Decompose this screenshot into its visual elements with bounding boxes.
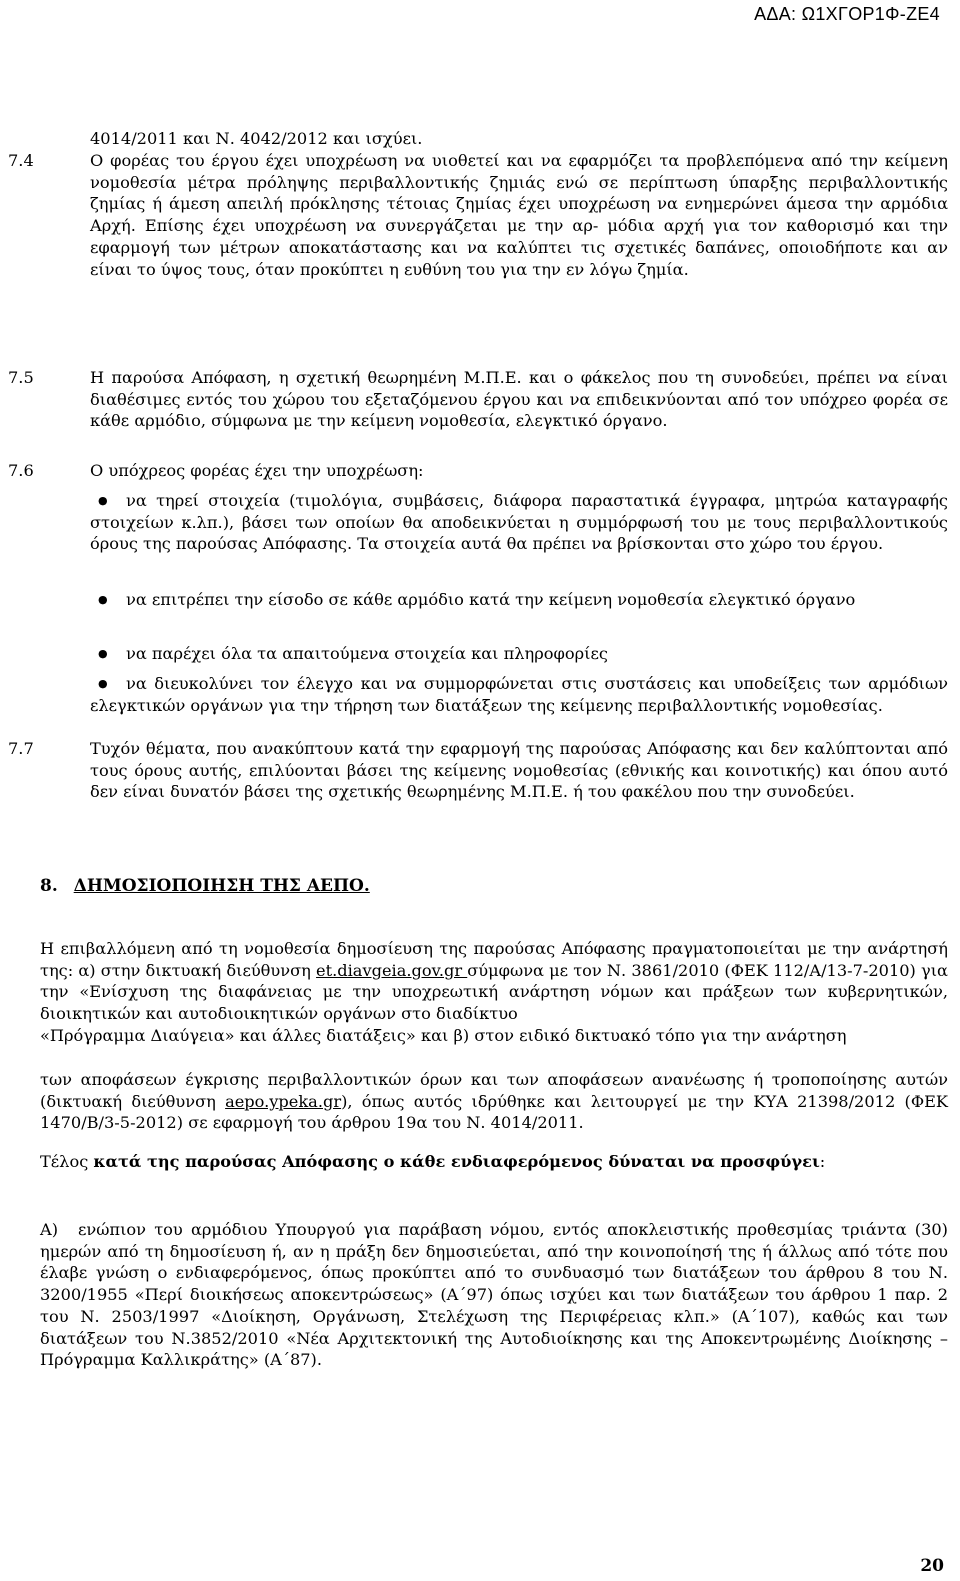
appeal-intro: [40, 1151, 948, 1173]
diavgeia-link[interactable]: et.diavgeia.gov.gr: [316, 960, 468, 980]
page-number: 20: [920, 1556, 944, 1576]
appeal-a-text: ενώπιον του αρμόδιου Υπουργού για παράβαση νόμου, εντός αποκλειστικής προθεσμίας τριάντα (30) ημερών από τη δημοσίευση ή, αν η πράξη δεν δημοσιεύεται, από την κοινοποίησή της ή άλλως από τότε που έλαβε γνώση ο ενδιαφερόμενος, όπως προκύπτει από το συνδυασμό των διατάξεων του άρθρου 8 του Ν. 3200/1955 «Περί διοικήσεως αποκεντρώσεως» (Α΄97) όπως ισχύει και των διατάξεων του άρθρου 1 παρ. 2 του Ν. 2503/1997 «Διοίκηση, Οργάνωση, Στελέχωση της Περιφέρειας κλπ.» (Α΄107), καθώς και των διατάξεων του Ν.3852/2010 «Νέα Αρχιτεκτονική της Αυτοδιοίκησης και της Αποκεντρωμένης Διοίκησης – Πρόγραμμα Καλλικράτης» (Α΄87).: [40, 1220, 948, 1370]
appeal-intro-bold: κατά της παρούσας Απόφασης ο κάθε ενδιαφερόμενος δύναται να προσφύγει: [93, 1152, 820, 1171]
appeal-intro-text: :: [819, 1152, 826, 1171]
publication-paragraph-1: [40, 938, 948, 1025]
section-7-7-number: 7.7: [8, 739, 34, 758]
ada-code: ΑΔΑ: Ω1ΧΓΟΡ1Φ-ΖΕ4: [754, 4, 940, 24]
publication-text: Η επιβαλλόμενη από τη νομοθεσία δημοσίευση της παρούσας Απόφασης πραγματοποιείται με την ανάρτησή της: α) στην δικτυακή διεύθυνση: [40, 939, 948, 980]
publication-text: σύμφωνα με τον Ν. 3861/2010 (ΦΕΚ 112/Α/13-7-2010) για την «Ενίσχυση της διαφάνειας με την υποχρεωτική ανάρτηση νόμων και πράξεων των κυβερνητικών, διοικητικών και αυτοδιοικητικών οργάνων στο διαδίκτυο: [40, 960, 948, 1024]
section-7-3-continuation: 4014/2011 και Ν. 4042/2012 και ισχύει.: [90, 129, 423, 148]
appeal-intro-text: Τέλος: [40, 1152, 94, 1171]
section-7-5-number: 7.5: [8, 368, 34, 387]
section-8-title: ΔΗΜΟΣΙΟΠΟΙΗΣΗ ΤΗΣ ΑΕΠΟ.: [73, 876, 370, 896]
section-7-4-text: Ο φορέας του έργου έχει υποχρέωση να υιοθετεί και να εφαρμόζει τα προβλεπόμενα από την κείμενη νομοθεσία μέτρα πρόληψης περιβαλλοντικής ζημιάς ενώ σε περίπτωση ύπαρξης περιβαλλοντικής ζημίας ή άμεση απειλή πρόκλησης τέτοιας ζημίας έχει υποχρέωση να ενημερώνει άμεσα την αρμόδια Αρχή. Επίσης έχει υποχρέωση να συνεργάζεται με την αρ- μόδια αρχή για τον καθορισμό και την εφαρμογή των μέτρων αποκατάστασης και να καλύπτει τις σχετικές δαπάνες, οποιοδήποτε και αν είναι το ύψος τους, όταν προκύπτει η ευθύνη του για την εν λόγω ζημία.: [90, 151, 948, 279]
section-7-7-text: Τυχόν θέματα, που ανακύπτουν κατά την εφαρμογή της παρούσας Απόφασης και δεν καλύπτονται από τους όρους αυτής, επιλύονται βάσει της κείμενης νομοθεσίας (εθνικής και κοινοτικής) και όπου αυτό δεν είναι δυνατόν βάσει της σχετικής θεωρημένης Μ.Π.Ε. ή του φακέλου που την συνοδεύει.: [90, 739, 948, 802]
section-8-number: 8.: [40, 876, 58, 896]
bullet-icon: ●: [98, 647, 108, 660]
appeal-a-label: Α): [40, 1220, 59, 1239]
section-7-6-number: 7.6: [8, 461, 34, 480]
section-7-6-text: Ο υπόχρεος φορέας έχει την υποχρέωση:: [90, 461, 424, 480]
aepo-link[interactable]: aepo.ypeka.gr: [225, 1091, 342, 1111]
list-item: να παρέχει όλα τα απαιτούμενα στοιχεία και πληροφορίες: [126, 644, 608, 663]
bullet-icon: ●: [98, 677, 108, 690]
bullet-icon: ●: [98, 494, 108, 507]
publication-paragraph-3: [40, 1069, 948, 1134]
section-7-4-number: 7.4: [8, 151, 34, 170]
section-8-heading: [40, 875, 370, 897]
list-item: να διευκολύνει τον έλεγχο και να συμμορφώνεται στις συστάσεις και υποδείξεις των αρμόδιων ελεγκτικών οργάνων για την τήρηση των διατάξεων της κείμενης περιβαλλοντικής νομοθεσίας.: [90, 674, 948, 715]
list-item: να τηρεί στοιχεία (τιμολόγια, συμβάσεις, διάφορα παραστατικά έγγραφα, μητρώα καταγραφής στοιχείων κ.λπ.), βάσει των οποίων θα αποδεικνύεται η συμμόρφωσή του με τους περιβαλλοντικούς όρους της παρούσας Απόφασης. Τα στοιχεία αυτά θα πρέπει να βρίσκονται στο χώρο του έργου.: [90, 491, 948, 554]
publication-text: ), όπως αυτός ιδρύθηκε και λειτουργεί με την ΚΥΑ 21398/2012 (ΦΕΚ 1470/Β/3-5-2012) σε εφαρμογή του άρθρου 19α του Ν. 4014/2011.: [40, 1091, 948, 1133]
publication-paragraph-2: «Πρόγραμμα Διαύγεια» και άλλες διατάξεις» και β) στον ειδικό δικτυακό τόπο για την ανάρτηση: [40, 1026, 847, 1045]
section-7-5-text: Η παρούσα Απόφαση, η σχετική θεωρημένη Μ.Π.Ε. και ο φάκελος που τη συνοδεύει, πρέπει να είναι διαθέσιμες εντός του χώρου του εξεταζόμενου έργου και να επιδεικνύονται από τον υπόχρεο φορέα σε κάθε αρμόδιο, σύμφωνα με την κείμενη νομοθεσία, ελεγκτικό όργανο.: [90, 368, 948, 431]
list-item: να επιτρέπει την είσοδο σε κάθε αρμόδιο κατά την κείμενη νομοθεσία ελεγκτικό όργανο: [126, 590, 856, 609]
publication-text: των αποφάσεων έγκρισης περιβαλλοντικών όρων και των αποφάσεων ανανέωσης ή τροποποίησης αυτών (δικτυακή διεύθυνση: [40, 1070, 948, 1111]
bullet-icon: ●: [98, 593, 108, 606]
